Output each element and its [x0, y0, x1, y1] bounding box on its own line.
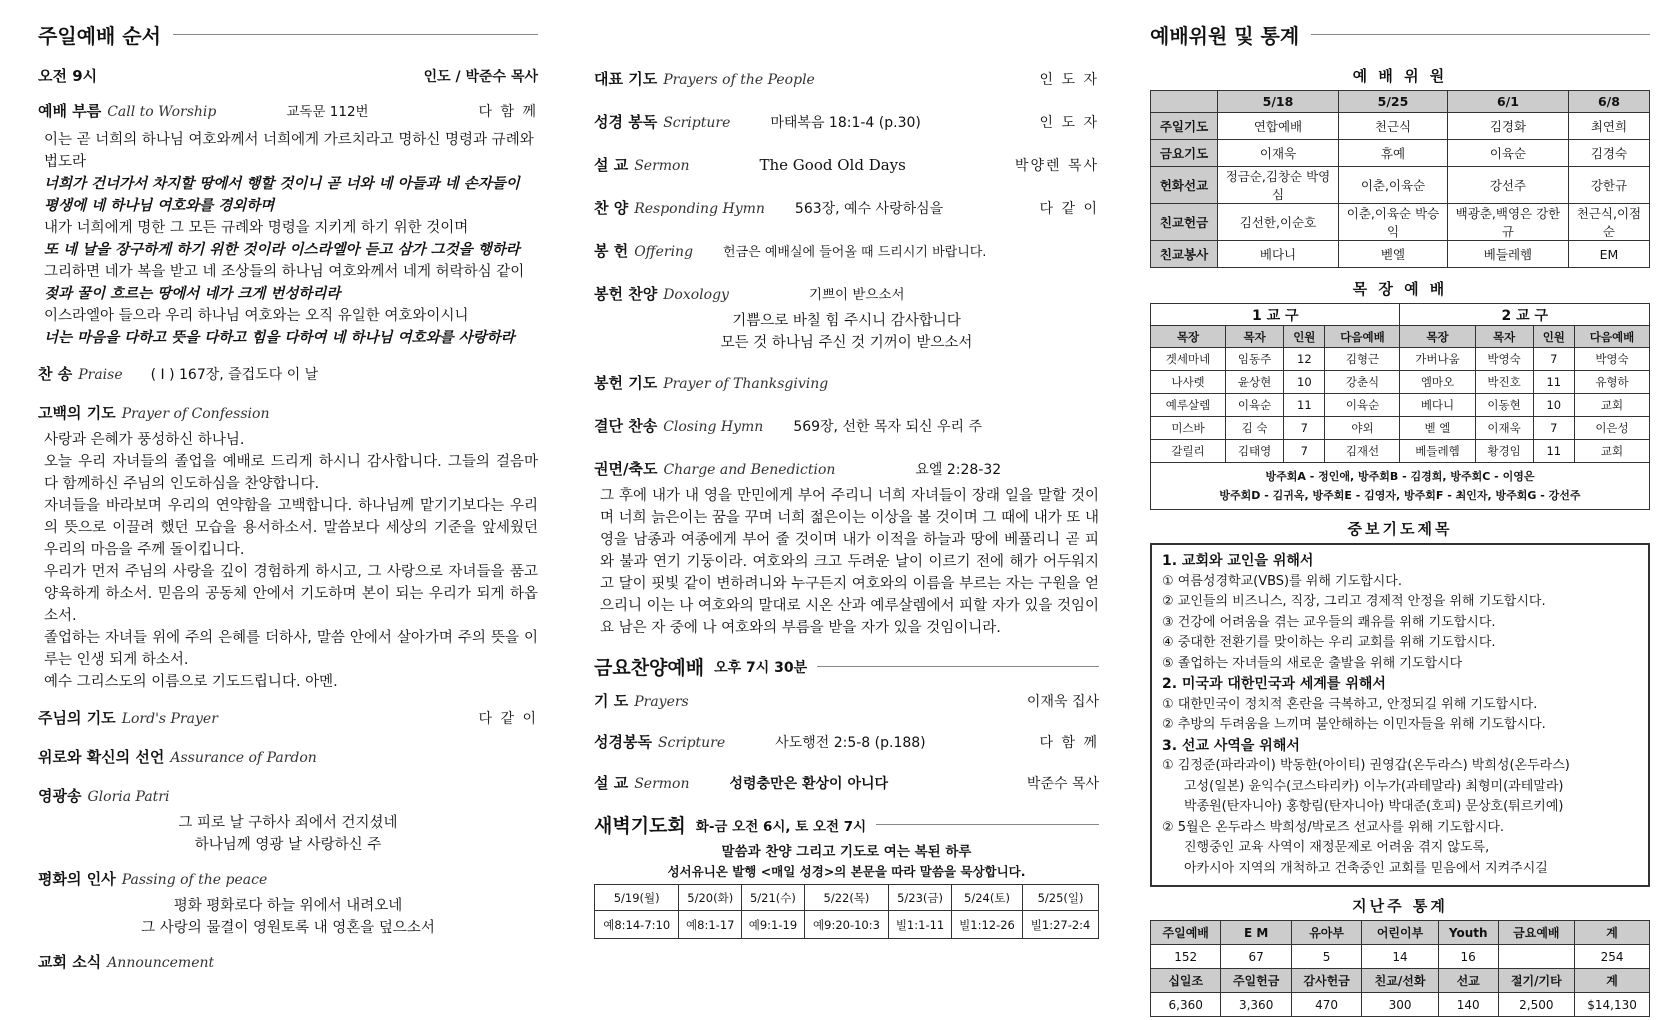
stats-cell: 5	[1291, 945, 1361, 969]
mokjang-cell: 베들레헴	[1400, 440, 1475, 463]
confession-line: 우리가 먼저 주님의 사랑을 깊이 경험하게 하시고, 그 사랑으로 자녀들을 품고 양육하게 하소서. 믿음의 공동체 안에서 기도하며 본이 되는 우리가 되게 하옵소서.	[44, 564, 538, 624]
mokjang-row	[1151, 371, 1650, 394]
announcement: 교회 소식 Announcement	[38, 953, 215, 971]
committee-cell: 친교헌금	[1151, 204, 1218, 241]
benediction-text: 그 후에 내가 내 영을 만민에게 부어 주리니 너희 자녀들이 장래 일을 말할 것이며 너희 늙은이는 꿈을 꾸며 너희 젊은이는 이상을 볼 것이며 그 때에 내가 또 내 영을 남종과 여종에게 부어 줄 것이며 내가 이적을 하늘과 땅에 베풀리니 곧 피와 불과 연기 기둥이라. 여호와의 크고 두려운 날이 이르기 전에 해가 어두워지고 달이 핏빛 같이 변하려니와 누구든지 여호와의 이름을 부르는 자는 구원을 얻으리니 이는 나 여호와의 말대로 시온 산과 예루살렘에서 피할 자가 있을 것임이요 남은 자 중에 나 여호와의 부름을 받을 자가 있을 것임이니라.	[600, 488, 1099, 636]
friday-prayer: 기 도 Prayers 이재욱 집사	[594, 692, 1099, 710]
dawn-prayer-header: 새벽기도회 화-금 오전 6시, 토 오전 7시	[594, 811, 1099, 838]
group-1: 1 교 구	[1151, 304, 1400, 326]
friday-scripture: 성경봉독 Scripture 사도행전 2:5-8 (p.188) 다 함 께	[594, 733, 1099, 751]
committee-row	[1151, 241, 1650, 268]
worship-order-title: 주일예배 순서	[38, 20, 538, 49]
passing-peace: 평화의 인사 Passing of the peace	[38, 870, 268, 888]
dawn-ref: 예8:1-17	[679, 911, 742, 939]
stats-cell: 470	[1291, 993, 1361, 1017]
dawn-ref: 예8:14-7:10	[595, 911, 679, 939]
committee-title: 예 배 위 원	[1352, 67, 1448, 85]
mokjang-cell: 갈릴리	[1151, 440, 1226, 463]
stats-cell: 2,500	[1498, 993, 1574, 1017]
mokjang-cell: 황경임	[1475, 440, 1533, 463]
stats-cell: 선교	[1438, 969, 1498, 993]
committee-cell: 베다니	[1218, 241, 1339, 268]
committee-cell: 천근식	[1338, 113, 1447, 140]
stats-cell: 152	[1151, 945, 1221, 969]
prayer-topics-title: 중보기도제목	[1347, 520, 1453, 538]
mokjang-cell: 나사렛	[1151, 371, 1226, 394]
closing-hymn: 결단 찬송 Closing Hymn 569장, 선한 목자 되신 우리 주	[594, 417, 982, 435]
stats-row	[1151, 993, 1650, 1017]
stats-cell: 어린이부	[1362, 921, 1438, 945]
committee-cell: 이춘,이육순 박승익	[1338, 204, 1447, 241]
praise: 찬 송 Praise ( I ) 167장, 즐겁도다 이 날	[38, 365, 319, 383]
confession-line: 졸업하는 자녀들 위에 주의 은혜를 더하사, 말씀 안에서 살아가며 주의 뜻을 이루는 인생 되게 하소서.	[44, 630, 538, 668]
committee-cell: 주일기도	[1151, 113, 1218, 140]
committee-stats-title: 예배위원 및 통계	[1150, 20, 1650, 49]
friday-service-header: 금요찬양예배 오후 7시 30분	[594, 653, 1099, 680]
mokjang-cell: 야외	[1325, 417, 1400, 440]
committee-cell: 김경숙	[1568, 140, 1649, 167]
stats-cell: 주일예배	[1151, 921, 1221, 945]
call-line: 내가 너희에게 명한 그 모든 규례와 명령을 지키게 하기 위한 것이며	[44, 220, 469, 236]
mokjang-cell: 이동현	[1475, 394, 1533, 417]
rep-prayer: 대표 기도 Prayers of the People 인 도 자	[594, 70, 1099, 88]
prayer-of-thanksgiving: 봉헌 기도 Prayer of Thanksgiving	[594, 374, 829, 392]
dawn-day: 5/20(화)	[679, 885, 742, 911]
stats-cell: 140	[1438, 993, 1498, 1017]
committee-head: 5/25	[1338, 91, 1447, 113]
dawn-day: 5/24(토)	[951, 885, 1022, 911]
mokjang-cell: 김형근	[1325, 348, 1400, 371]
dawn-subtitle: 말씀과 찬양 그리고 기도로 여는 복된 하루	[721, 844, 972, 860]
stats-cell: 6,360	[1151, 993, 1221, 1017]
stats-cell: 친교/선화	[1362, 969, 1438, 993]
committee-cell: 이육순	[1448, 140, 1569, 167]
committee-cell: 벧엘	[1338, 241, 1447, 268]
mokjang-cell: 박진호	[1475, 371, 1533, 394]
doxology: 봉헌 찬양 Doxology 기쁘이 받으소서	[594, 285, 905, 303]
gloria-text: 그 피로 날 구하사 죄에서 건지셨네 하나님께 영광 날 사랑하신 주	[178, 815, 398, 853]
stats-cell: 3,360	[1221, 993, 1291, 1017]
mokjang-cell: 7	[1284, 417, 1325, 440]
service-leader: 인도 / 박준수 목사	[423, 69, 538, 85]
committee-cell: 강선주	[1448, 167, 1569, 204]
stats-cell: 300	[1362, 993, 1438, 1017]
confession-line: 사랑과 은혜가 풍성하신 하나님.	[44, 432, 245, 448]
confession-line: 자녀들을 바라보며 우리의 연약함을 고백합니다. 하나님께 맡기기보다는 우리의 뜻으로 이끌려 했던 모습을 용서하소서. 말씀보다 세상의 기준을 앞세웠던 우리의 마음을 주께 돌이킵니다.	[44, 498, 538, 558]
mokjang-note: 방주회A - 정인애, 방주회B - 김경희, 방주회C - 이영은 방주회D - 김귀옥, 방주회E - 김영자, 방주회F - 최인자, 방주회G - 강선주	[1150, 463, 1650, 510]
stats-head-row	[1151, 921, 1650, 945]
committee-cell: 친교봉사	[1151, 241, 1218, 268]
committee-cell: 천근식,이점순	[1568, 204, 1649, 241]
stats-cell: 금요예배	[1498, 921, 1574, 945]
dawn-day: 5/22(목)	[804, 885, 888, 911]
committee-cell: 헌화선교	[1151, 167, 1218, 204]
peace-text: 평화 평화로다 하늘 위에서 내려오네 그 사랑의 물결이 영원토록 내 영혼을 덮으소서	[141, 898, 435, 936]
prayer-item: ① 김정준(파라과이) 박동한(아이티) 권영갑(온두라스) 박희성(온두라스)	[1162, 758, 1570, 773]
call-line: 이는 곧 너희의 하나님 여호와께서 너희에게 가르치라고 명하신 명령과 규례와 법도라	[44, 132, 534, 170]
mokjang-cell: 김태영	[1226, 440, 1284, 463]
prayer-topics-box: 1. 교회와 교인을 위해서 ① 여름성경학교(VBS)를 위해 기도합시다. ② 교인들의 비즈니스, 직장, 그리고 경제적 안정을 위해 기도합시다. ③ 건강에 어려움을 겪는 교우들의 쾌유를 위해 기도합시다. ④ 중대한 전환기를 맞이하는 우리 교회를 위해 기도합시다. ⑤ 졸업하는 자녀들의 새로운 출발을 위해 기도합시다 2. 미국과 대한민국과 세계를 위해서 ① 대한민국이 정치적 혼란을 극복하고, 안정되길 위해 기도합시다. ② 추방의 두려움을 느끼며 불안해하는 이민자들을 위해 기도합시다. 3. 선교 사역을 위해서 ① 김정준(파라과이) 박동한(아이티) 권영갑(온두라스) 박희성(온두라스) 고성(일본) 윤익수(코스타리카) 이누가(과테말라) 최형미(과테말라) 박종원(탄자니아) 홍항림(탄자니아) 박대준(호피) 문상호(튀르키예) ② 5월은 온두라스 박희성/박로즈 선교사를 위해 기도합시다. 진행중인 교육 사역이 재정문제로 어려움 겪지 않도록, 아카시아 지역의 개척하고 건축중인 교회를 믿음에서 지켜주시길	[1150, 543, 1650, 887]
mokjang-cell: 7	[1284, 440, 1325, 463]
worship-order-column	[38, 20, 538, 972]
stats-cell: 계	[1575, 969, 1650, 993]
prayer-item: 아카시아 지역의 개척하고 건축중인 교회를 믿음에서 지켜주시길	[1184, 860, 1548, 876]
stats-cell: 254	[1575, 945, 1650, 969]
mokjang-cell: 7	[1533, 417, 1574, 440]
mokjang-cell: 엠마오	[1400, 371, 1475, 394]
committee-row	[1151, 140, 1650, 167]
dawn-ref: 빌1:27-2:4	[1023, 911, 1099, 939]
mokjang-cell: 김재선	[1325, 440, 1400, 463]
call-line: 너는 마음을 다하고 뜻을 다하고 힘을 다하여 네 하나님 여호와를 사랑하라	[44, 330, 515, 346]
prayer-item: 고성(일본) 윤익수(코스타리카) 이누가(과테말라) 최형미(과테말라)	[1184, 778, 1564, 794]
committee-cell: 금요기도	[1151, 140, 1218, 167]
scripture: 성경 봉독 Scripture 마태복음 18:1-4 (p.30) 인 도 자	[594, 113, 1099, 131]
group-2: 2 교 구	[1400, 304, 1650, 326]
stats-cell: 주일헌금	[1221, 969, 1291, 993]
mokjang-cell: 이은성	[1574, 417, 1649, 440]
committee-cell: 강한규	[1568, 167, 1649, 204]
mokjang-head: 목자	[1226, 326, 1284, 348]
prayer-item: ① 여름성경학교(VBS)를 위해 기도합시다.	[1162, 573, 1402, 589]
mokjang-row	[1151, 440, 1650, 463]
stats-cell: 십일조	[1151, 969, 1221, 993]
stats-table	[1150, 920, 1650, 1017]
mokjang-row	[1151, 348, 1650, 371]
call-line: 젖과 꿀이 흐르는 땅에서 네가 크게 번성하리라	[44, 286, 341, 302]
benediction: 권면/축도 Charge and Benediction 요엘 2:28-32	[594, 460, 1002, 478]
prayer-of-confession: 고백의 기도 Prayer of Confession	[38, 404, 270, 422]
committee-stats-column	[1150, 20, 1650, 1017]
prayer-item: 진행중인 교육 사역이 재정문제로 어려움 겪지 않도록,	[1184, 840, 1490, 855]
committee-head: 5/18	[1218, 91, 1339, 113]
dawn-day: 5/19(월)	[595, 885, 679, 911]
dawn-day: 5/25(일)	[1023, 885, 1099, 911]
committee-row	[1151, 113, 1650, 140]
stats-head-row	[1151, 969, 1650, 993]
stats-cell: 계	[1575, 921, 1650, 945]
mokjang-cell: 김 숙	[1226, 417, 1284, 440]
dawn-schedule-table	[594, 884, 1099, 939]
mokjang-title: 목 장 예 배	[1352, 280, 1448, 298]
mokjang-cell: 10	[1284, 371, 1325, 394]
prayer-item: ③ 건강에 어려움을 겪는 교우들의 쾌유를 위해 기도합시다.	[1162, 614, 1496, 630]
sermon: 설 교 Sermon The Good Old Days 박양렌 목사	[594, 156, 1099, 174]
committee-row	[1151, 204, 1650, 241]
gloria-patri: 영광송 Gloria Patri	[38, 787, 170, 805]
mokjang-row	[1151, 394, 1650, 417]
mokjang-cell: 7	[1533, 348, 1574, 371]
committee-cell: EM	[1568, 241, 1649, 268]
mokjang-table	[1150, 303, 1650, 463]
mokjang-head: 목장	[1151, 326, 1226, 348]
mokjang-head: 목자	[1475, 326, 1533, 348]
mokjang-head: 인원	[1284, 326, 1325, 348]
mokjang-cell: 11	[1284, 394, 1325, 417]
committee-cell: 연합예배	[1218, 113, 1339, 140]
mokjang-cell: 예루살렘	[1151, 394, 1226, 417]
dawn-ref: 빌1:1-11	[889, 911, 952, 939]
mokjang-head: 다음예배	[1325, 326, 1400, 348]
mokjang-cell: 11	[1533, 371, 1574, 394]
mokjang-cell: 10	[1533, 394, 1574, 417]
mokjang-cell: 교회	[1574, 394, 1649, 417]
call-line: 또 네 날을 장구하게 하기 위한 것이라 이스라엘아 듣고 삼가 그것을 행하라	[44, 242, 520, 258]
stats-title: 지난주 통계	[1352, 897, 1448, 915]
mokjang-cell: 윤상현	[1226, 371, 1284, 394]
stats-row	[1151, 945, 1650, 969]
doxology-text: 기쁨으로 바칠 힘 주시니 감사합니다 모든 것 하나님 주신 것 기꺼이 받으소서	[720, 313, 973, 351]
service-time: 오전 9시	[38, 67, 98, 85]
mokjang-cell: 강춘식	[1325, 371, 1400, 394]
prayer-item: 박종원(탄자니아) 홍항림(탄자니아) 박대준(호피) 문상호(튀르키예)	[1184, 799, 1564, 814]
stats-cell: $14,130	[1575, 993, 1650, 1017]
confession-text	[44, 429, 538, 693]
committee-cell: 김경화	[1448, 113, 1569, 140]
mokjang-head: 인원	[1533, 326, 1574, 348]
committee-cell: 베들레헴	[1448, 241, 1569, 268]
dawn-ref: 예9:20-10:3	[804, 911, 888, 939]
prayer-item: ② 추방의 두려움을 느끼며 불안해하는 이민자들을 위해 기도합시다.	[1162, 717, 1546, 732]
committee-cell: 정금순,김창순 박영심	[1218, 167, 1339, 204]
committee-row	[1151, 167, 1650, 204]
prayer-item: ② 교인들의 비즈니스, 직장, 그리고 경제적 안정을 위해 기도합시다.	[1162, 594, 1546, 609]
mokjang-cell: 미스바	[1151, 417, 1226, 440]
call-to-worship: 예배 부름 Call to Worship 교독문 112번 다 함 께	[38, 102, 538, 120]
mokjang-head: 목장	[1400, 326, 1475, 348]
mokjang-cell: 이육순	[1325, 394, 1400, 417]
stats-cell: 16	[1438, 945, 1498, 969]
stats-cell: E M	[1221, 921, 1291, 945]
mokjang-head: 다음예배	[1574, 326, 1649, 348]
dawn-subtitle-2: 성서유니온 발행 <매일 성경>의 본문을 따라 말씀을 묵상합니다.	[667, 864, 1026, 879]
dawn-day: 5/21(수)	[742, 885, 805, 911]
mokjang-cell: 교회	[1574, 440, 1649, 463]
mokjang-cell: 겟세마네	[1151, 348, 1226, 371]
stats-cell: 14	[1362, 945, 1438, 969]
committee-cell: 백광춘,백영은 강한규	[1448, 204, 1569, 241]
responding-hymn: 찬 양 Responding Hymn 563장, 예수 사랑하심을 다 같 이	[594, 199, 1099, 217]
friday-sermon: 설 교 Sermon 성령충만은 환상이 아니다 박준수 목사	[594, 774, 1099, 792]
dawn-ref: 빌1:12-26	[951, 911, 1022, 939]
stats-cell: 유아부	[1291, 921, 1361, 945]
dawn-ref: 예9:1-19	[742, 911, 805, 939]
mokjang-row	[1151, 417, 1650, 440]
committee-cell: 휴예	[1338, 140, 1447, 167]
committee-head: 6/8	[1568, 91, 1649, 113]
mokjang-cell: 11	[1533, 440, 1574, 463]
mokjang-cell: 박영숙	[1574, 348, 1649, 371]
call-line: 이스라엘아 들으라 우리 하나님 여호와는 오직 유일한 여호와이시니	[44, 308, 469, 324]
offering: 봉 헌 Offering 헌금은 예배실에 들어올 때 드리시기 바랍니다.	[594, 242, 987, 260]
mokjang-cell: 이육순	[1226, 394, 1284, 417]
call-to-worship-text	[44, 129, 538, 349]
mokjang-cell: 벧 엘	[1400, 417, 1475, 440]
committee-cell: 이춘,이육순	[1338, 167, 1447, 204]
confession-line: 오늘 우리 자녀들의 졸업을 예배로 드리게 하시니 감사합니다. 그들의 걸음마다 함께하신 주님의 인도하심을 찬양합니다.	[44, 454, 538, 492]
confession-line: 예수 그리스도의 이름으로 기도드립니다. 아멘.	[44, 674, 338, 690]
call-line: 너희가 건너가서 차지할 땅에서 행할 것이니 곧 너와 네 아들과 네 손자들이 평생에 네 하나님 여호와를 경외하며	[44, 176, 520, 214]
prayer-item: ② 5월은 온두라스 박희성/박로즈 선교사를 위해 기도합시다.	[1162, 819, 1505, 835]
worship-order-column-2	[594, 62, 1099, 939]
mokjang-cell: 유형하	[1574, 371, 1649, 394]
committee-cell: 이재욱	[1218, 140, 1339, 167]
prayer-item: ⑤ 졸업하는 자녀들의 새로운 출발을 위해 기도합시다	[1162, 655, 1463, 671]
committee-table	[1150, 90, 1650, 268]
stats-cell: 감사헌금	[1291, 969, 1361, 993]
committee-head	[1151, 91, 1218, 113]
committee-head: 6/1	[1448, 91, 1569, 113]
mokjang-cell: 이재욱	[1475, 417, 1533, 440]
stats-cell: 67	[1221, 945, 1291, 969]
stats-cell: Youth	[1438, 921, 1498, 945]
stats-cell	[1498, 945, 1574, 969]
assurance-of-pardon: 위로와 확신의 선언 Assurance of Pardon	[38, 748, 317, 766]
committee-cell: 김선한,이순호	[1218, 204, 1339, 241]
prayer-item: ① 대한민국이 정치적 혼란을 극복하고, 안정되길 위해 기도합시다.	[1162, 696, 1538, 712]
prayer-item: ④ 중대한 전환기를 맞이하는 우리 교회를 위해 기도합시다.	[1162, 635, 1496, 650]
mokjang-cell: 임동주	[1226, 348, 1284, 371]
mokjang-cell: 박영숙	[1475, 348, 1533, 371]
dawn-day: 5/23(금)	[889, 885, 952, 911]
committee-cell: 최연희	[1568, 113, 1649, 140]
mokjang-cell: 가버나움	[1400, 348, 1475, 371]
call-line: 그리하면 네가 복을 받고 네 조상들의 하나님 여호와께서 네게 허락하심 같이	[44, 264, 525, 280]
lords-prayer: 주님의 기도 Lord's Prayer 다 같 이	[38, 709, 538, 727]
mokjang-cell: 12	[1284, 348, 1325, 371]
mokjang-cell: 베다니	[1400, 394, 1475, 417]
stats-cell: 절기/기타	[1498, 969, 1574, 993]
